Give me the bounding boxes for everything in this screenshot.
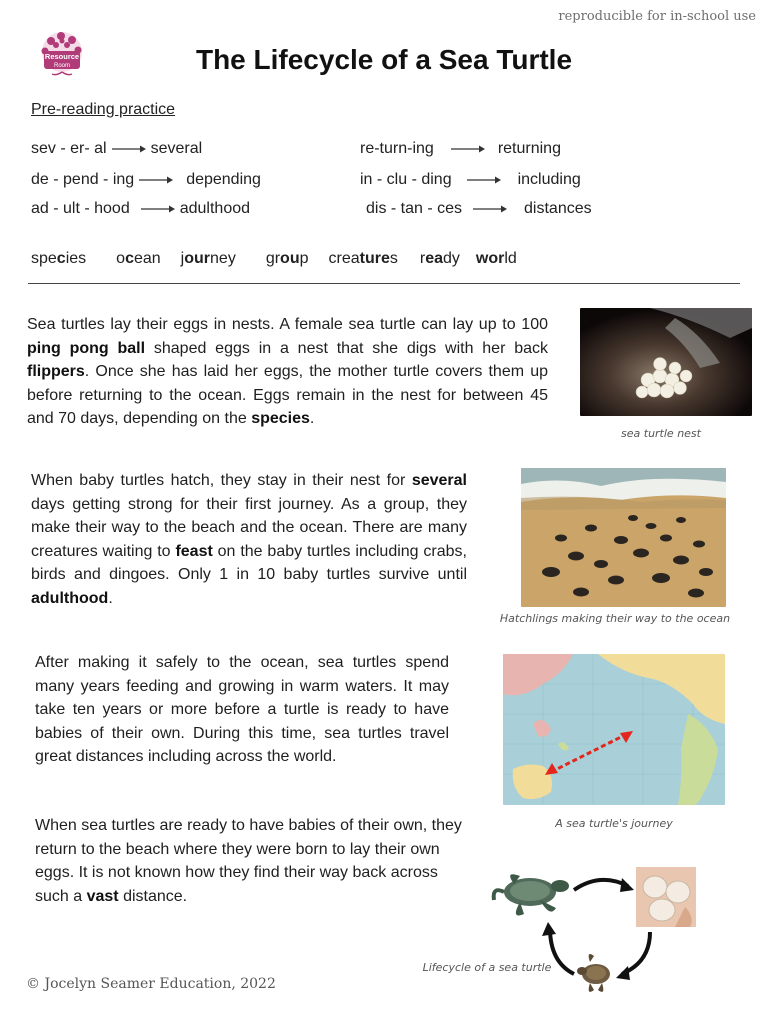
footer-copyright [26,976,276,992]
page-title: The Lifecycle of a Sea Turtle [195,44,573,75]
lifecycle-diagram [490,862,700,1002]
paragraph-hatchlings: When baby turtles hatch, they stay in their nest for several days getting strong for their first journey. As a group, they make their way to the beach and the ocean. There are many creatures waiting to feast on the baby turtles including crabs, birds and dingoes. Only 1 in 10 baby turtles survive until adulthood. [31,472,468,607]
reproducible-note: reproducible for in-school use [558,9,756,24]
syllable-row-distances [366,200,592,218]
pre-reading-heading: Pre-reading practice [31,101,176,118]
arrow-icon [138,175,174,185]
vocabulary-words [31,250,571,268]
vocab-word-journey: journey [180,250,236,267]
arrow-icon [450,144,486,154]
syllables: in - clu - ding [360,171,452,188]
paragraph-journey: After making it safely to the ocean, sea turtles spend many years feeding and growing in warm waters. It may take ten years or more before a turtle is ready to have babies of their own. During this time, sea turtles travel great distances including across the world. [35,654,449,765]
syllable-row-several [31,140,202,158]
footer-text: Jocelyn Seamer Education, 2022 [44,976,276,992]
vocab-word-world: world [475,250,517,267]
vocab-word-ready: ready [419,250,460,267]
caption-nest: sea turtle nest [621,427,701,440]
syllables: ad - ult - hood [31,200,130,217]
word: returning [497,140,561,157]
word: depending [186,171,261,188]
paragraph-nests: Sea turtles lay their eggs in nests. A female sea turtle can lay up to 100 ping pong ball shaped eggs in a nest that she digs with her back flippers. Once she has laid her eggs, the mother turtle covers them up before returning to the ocean. Eggs remain in the nest for between 45 and 70 days, depending on the species. [27,316,549,427]
syllable-row-depending [31,171,261,189]
word: including [517,171,581,188]
svg-text:Room: Room [53,63,71,69]
eggs-icon [636,867,696,927]
syllable-row-including [360,171,581,189]
arrow-icon [472,204,508,214]
caption-journey: A sea turtle's journey [555,817,673,830]
arrow-icon [466,175,502,185]
copyright-icon: © [26,976,40,992]
vocab-word-species: species [31,250,87,267]
hatchlings-photo [521,468,726,607]
adult-turtle-icon [494,874,569,915]
arrow-icon [140,204,176,214]
syllables: de - pend - ing [31,171,135,188]
word: several [150,140,203,157]
syllable-row-returning [360,140,561,158]
syllables: dis - tan - ces [366,200,463,217]
vocab-word-group: group [265,250,309,267]
svg-text:Resource: Resource [44,52,80,61]
divider [28,283,740,284]
journey-map-image [503,654,725,805]
syllables: re-turn-ing [360,140,434,157]
caption-lifecycle: Lifecycle of a sea turtle [422,961,552,974]
arrow-icon [111,144,147,154]
caption-hatchlings: Hatchlings making their way to the ocean [499,612,731,625]
word: adulthood [179,200,251,217]
vocab-word-creatures: creatures [328,250,398,267]
paragraph-return: When sea turtles are ready to have babies of their own, they return to the beach where they were born to lay their own eggs. It is not known how they find their way back across such a vast distance. [35,817,462,905]
syllables: sev - er- al [31,140,107,157]
syllable-row-adulthood [31,200,250,218]
word: distances [524,200,592,217]
sea-turtle-nest-photo [580,308,752,416]
vocab-word-ocean: ocean [116,250,161,267]
hatchling-icon [577,954,610,992]
